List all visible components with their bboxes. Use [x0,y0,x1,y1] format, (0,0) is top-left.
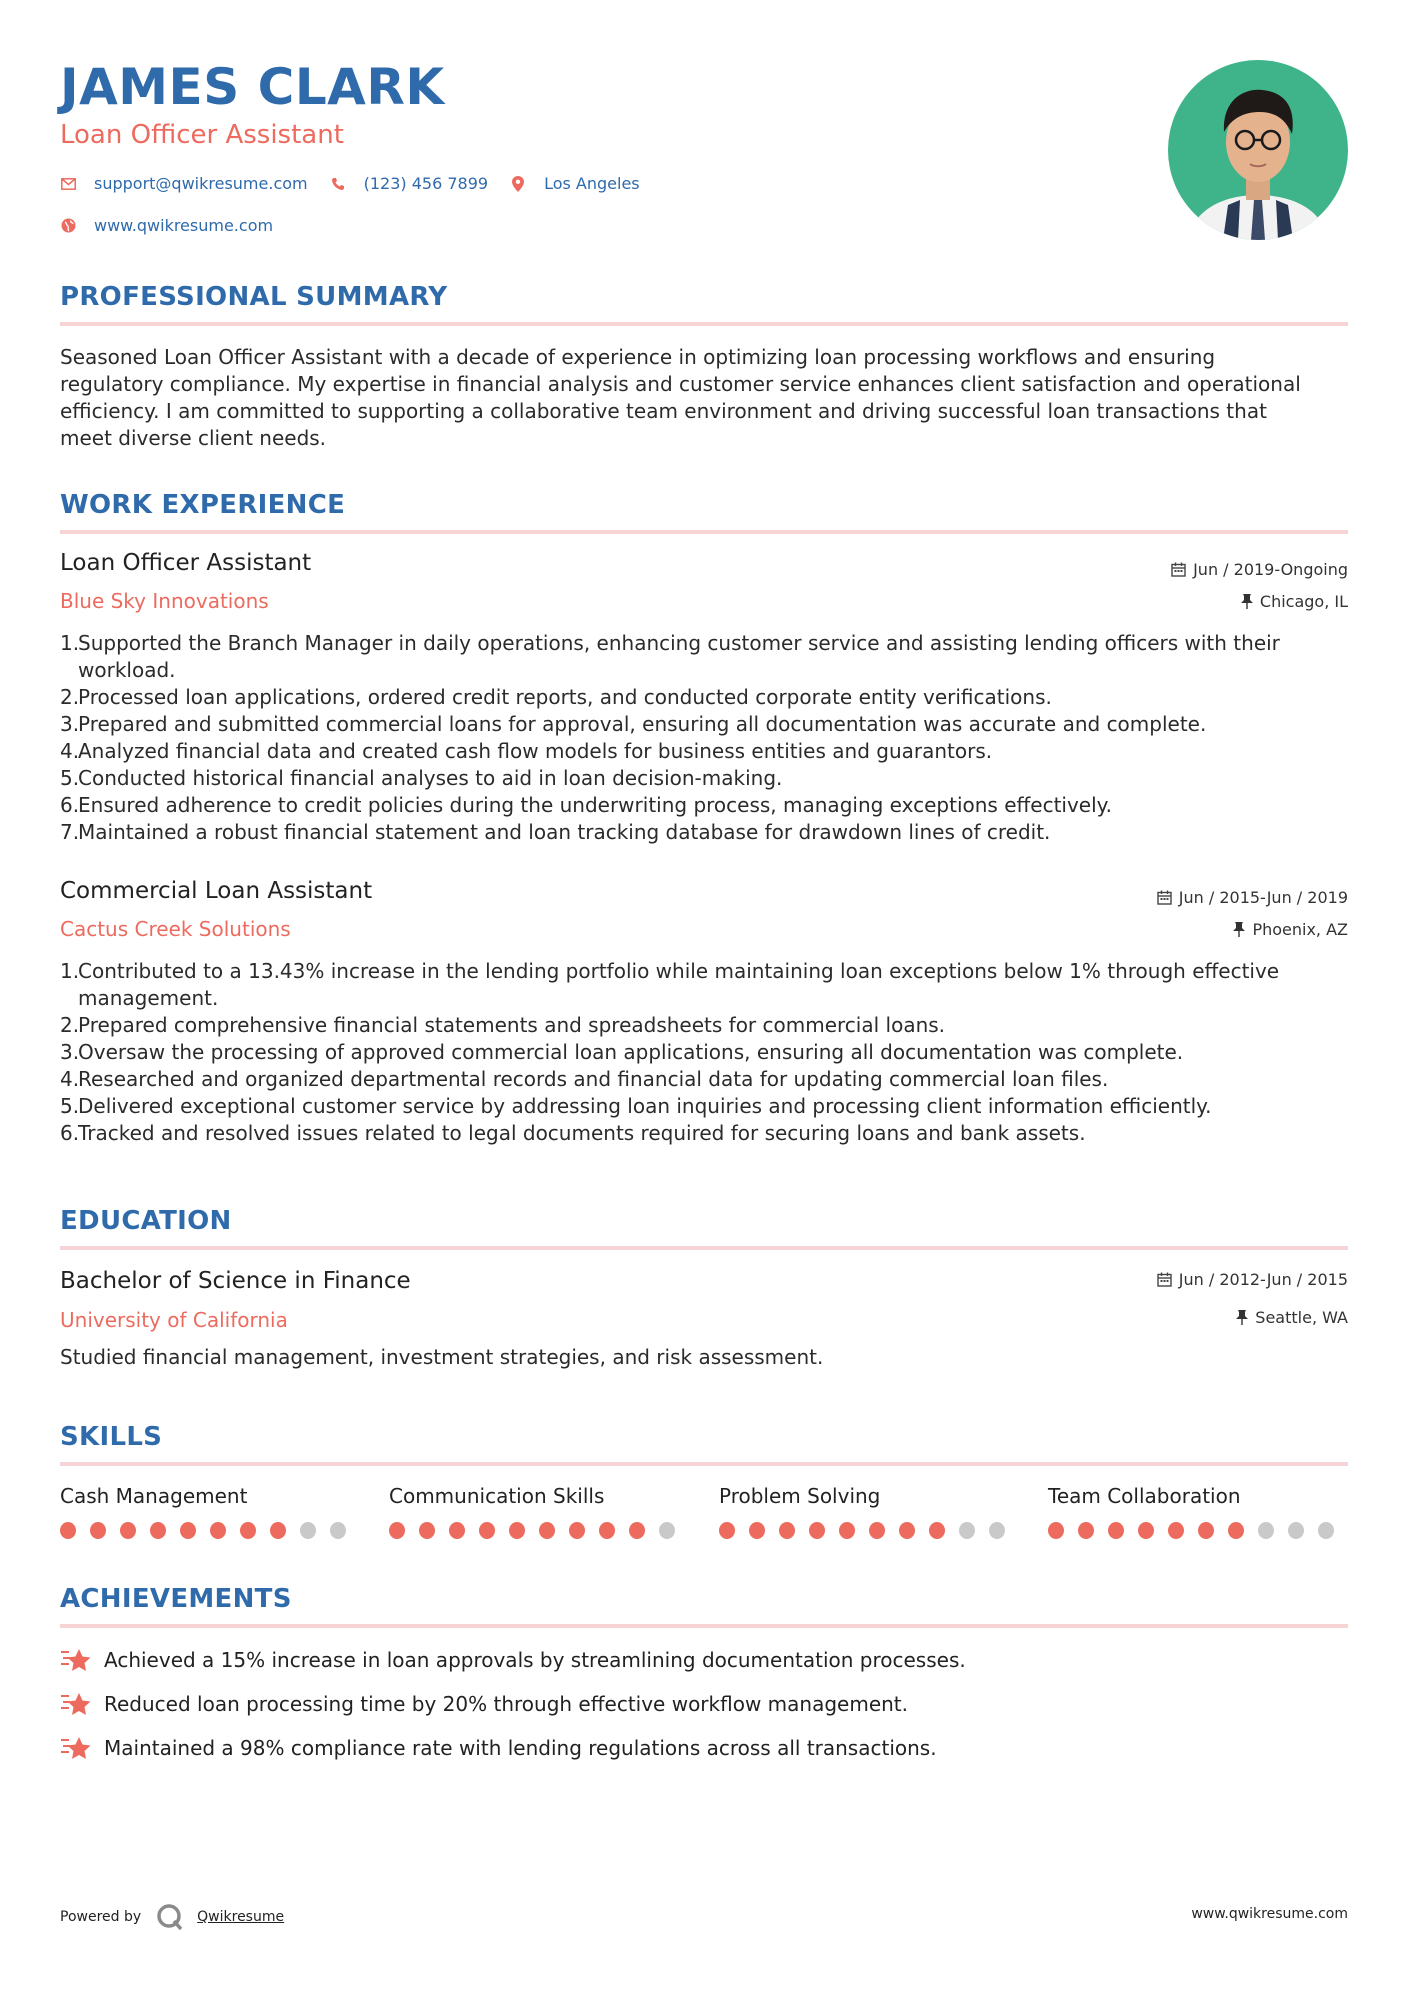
section-divider [60,322,1348,326]
job-bullets [60,958,1350,1147]
job-location-text: Chicago, IL [1259,592,1348,611]
job-dates [1157,888,1348,907]
location: Los Angeles [544,174,640,193]
rating-dot-filled [449,1522,465,1539]
summary-text [60,344,1350,452]
achievement-text: Achieved a 15% increase in loan approvals by streamlining documentation processes. [104,1648,966,1672]
list-item: 5. Conducted historical financial analyses to aid in loan decision-making. [60,766,783,790]
rating-dot-filled [1168,1522,1184,1539]
rating-dot-empty [330,1522,346,1539]
job-dates-text: Jun / 2015-Jun / 2019 [1178,888,1348,907]
education-location-text: Seattle, WA [1255,1308,1348,1327]
list-item: 6. Tracked and resolved issues related to legal documents required for securing loans and bank assets. [60,1121,1086,1145]
section-divider [60,1246,1348,1250]
job-bullets [60,630,1350,846]
skill-item [719,1484,1019,1539]
job-location [1233,920,1348,939]
phone-number[interactable]: (123) 456 7899 [363,174,489,193]
job-company: Cactus Creek Solutions [60,917,291,941]
rating-dot-filled [1138,1522,1154,1539]
list-item: management. [78,986,219,1010]
skill-rating [60,1522,360,1539]
star-icon [60,1646,92,1674]
experience-heading: WORK EXPERIENCE [60,490,346,520]
education-location [1236,1308,1348,1327]
list-item: 6. Ensured adherence to credit policies during the underwriting process, managing exceptions effectively. [60,793,1113,817]
powered-by-label: Powered by [60,1909,142,1925]
list-item: 2. Prepared comprehensive financial statements and spreadsheets for commercial loans. [60,1013,946,1037]
rating-dot-empty [659,1522,675,1539]
skill-item [389,1484,689,1539]
section-divider [60,1624,1348,1628]
rating-dot-filled [539,1522,555,1539]
list-item: 3. Prepared and submitted commercial loans for approval, ensuring all documentation was accurate and complete. [60,712,1207,736]
list-item: 1. Contributed to a 13.43% increase in the lending portfolio while maintaining loan exceptions below 1% through effective [60,959,1280,983]
rating-dot-empty [1318,1522,1334,1539]
candidate-name: JAMES CLARK [60,58,445,116]
rating-dot-filled [929,1522,945,1539]
achievement-item [60,1690,908,1718]
rating-dot-filled [419,1522,435,1539]
calendar-icon [1157,1272,1172,1287]
rating-dot-filled [90,1522,106,1539]
rating-dot-filled [719,1522,735,1539]
school-name: University of California [60,1308,288,1332]
list-item: 4. Analyzed financial data and created cash flow models for business entities and guarantors. [60,739,993,763]
job-location-text: Phoenix, AZ [1252,920,1348,939]
job-role: Commercial Loan Assistant [60,878,373,904]
education-dates [1157,1270,1348,1289]
rating-dot-filled [1228,1522,1244,1539]
rating-dot-filled [749,1522,765,1539]
rating-dot-empty [959,1522,975,1539]
achievements-heading: ACHIEVEMENTS [60,1584,292,1614]
degree-name: Bachelor of Science in Finance [60,1268,411,1294]
list-item: 7. Maintained a robust financial statement and loan tracking database for drawdown lines of credit. [60,820,1051,844]
section-divider [60,1462,1348,1466]
map-pin-icon [510,176,526,192]
skill-item [1048,1484,1348,1539]
achievement-item [60,1646,966,1674]
skills-heading: SKILLS [60,1422,163,1452]
globe-icon [60,218,76,234]
summary-line: meet diverse client needs. [60,426,327,450]
list-item: 3. Oversaw the processing of approved commercial loan applications, ensuring all documentation was complete. [60,1040,1184,1064]
list-item: 5. Delivered exceptional customer service by addressing loan inquiries and processing client information efficiently. [60,1094,1212,1118]
pushpin-icon [1233,922,1245,937]
rating-dot-filled [150,1522,166,1539]
rating-dot-filled [479,1522,495,1539]
rating-dot-filled [270,1522,286,1539]
rating-dot-filled [1048,1522,1064,1539]
calendar-icon [1157,890,1172,905]
job-company: Blue Sky Innovations [60,589,269,613]
list-item: 4. Researched and organized departmental records and financial data for updating commercial loan files. [60,1067,1109,1091]
job-location [1241,592,1348,611]
website-row [60,216,295,235]
rating-dot-filled [869,1522,885,1539]
achievement-text: Reduced loan processing time by 20% through effective workflow management. [104,1692,908,1716]
envelope-icon [60,176,76,192]
rating-dot-empty [1258,1522,1274,1539]
contact-row [60,174,662,193]
job-dates [1171,560,1348,579]
rating-dot-filled [180,1522,196,1539]
summary-line: Seasoned Loan Officer Assistant with a decade of experience in optimizing loan processing workflows and ensuring [60,345,1216,369]
achievement-text: Maintained a 98% compliance rate with lending regulations across all transactions. [104,1736,937,1760]
rating-dot-filled [599,1522,615,1539]
list-item: 2. Processed loan applications, ordered credit reports, and conducted corporate entity verifications. [60,685,1052,709]
rating-dot-filled [809,1522,825,1539]
rating-dot-filled [1198,1522,1214,1539]
profile-photo [1168,60,1348,240]
rating-dot-filled [509,1522,525,1539]
list-item: workload. [78,658,176,682]
star-icon [60,1690,92,1718]
rating-dot-filled [210,1522,226,1539]
skill-name: Communication Skills [389,1484,605,1508]
rating-dot-filled [389,1522,405,1539]
section-divider [60,530,1348,534]
skill-rating [1048,1522,1348,1539]
skill-rating [719,1522,1019,1539]
skill-rating [389,1522,689,1539]
achievement-item [60,1734,937,1762]
rating-dot-filled [569,1522,585,1539]
star-icon [60,1734,92,1762]
summary-line: regulatory compliance. My expertise in financial analysis and customer service enhances client satisfaction and operational [60,372,1301,396]
calendar-icon [1171,562,1186,577]
rating-dot-filled [120,1522,136,1539]
pushpin-icon [1241,594,1253,609]
list-item: 1. Supported the Branch Manager in daily operations, enhancing customer service and assisting lending officers with their [60,631,1280,655]
skill-name: Team Collaboration [1048,1484,1241,1508]
pushpin-icon [1236,1310,1248,1325]
rating-dot-filled [1078,1522,1094,1539]
skill-name: Problem Solving [719,1484,881,1508]
rating-dot-filled [779,1522,795,1539]
rating-dot-filled [240,1522,256,1539]
rating-dot-empty [989,1522,1005,1539]
education-description: Studied financial management, investment strategies, and risk assessment. [60,1345,824,1369]
rating-dot-empty [1288,1522,1304,1539]
footer-url[interactable]: www.qwikresume.com [1191,1906,1348,1922]
rating-dot-filled [1108,1522,1124,1539]
qwikresume-brand-link[interactable]: Qwikresume [197,1909,285,1925]
job-dates-text: Jun / 2019-Ongoing [1193,560,1348,579]
skill-item [60,1484,360,1539]
rating-dot-filled [60,1522,76,1539]
skill-name: Cash Management [60,1484,248,1508]
rating-dot-filled [899,1522,915,1539]
rating-dot-filled [629,1522,645,1539]
summary-heading: PROFESSIONAL SUMMARY [60,282,448,312]
website-link[interactable]: www.qwikresume.com [94,216,274,235]
qwikresume-logo-icon [155,1902,185,1932]
summary-line: efficiency. I am committed to supporting a collaborative team environment and driving successful loan transactions that [60,399,1267,423]
candidate-title: Loan Officer Assistant [60,120,344,150]
rating-dot-empty [300,1522,316,1539]
education-dates-text: Jun / 2012-Jun / 2015 [1178,1270,1348,1289]
rating-dot-filled [839,1522,855,1539]
email-link[interactable]: support@qwikresume.com [94,174,308,193]
job-role: Loan Officer Assistant [60,550,312,576]
footer-powered-by [60,1902,284,1932]
education-heading: EDUCATION [60,1206,232,1236]
phone-icon [330,176,346,192]
